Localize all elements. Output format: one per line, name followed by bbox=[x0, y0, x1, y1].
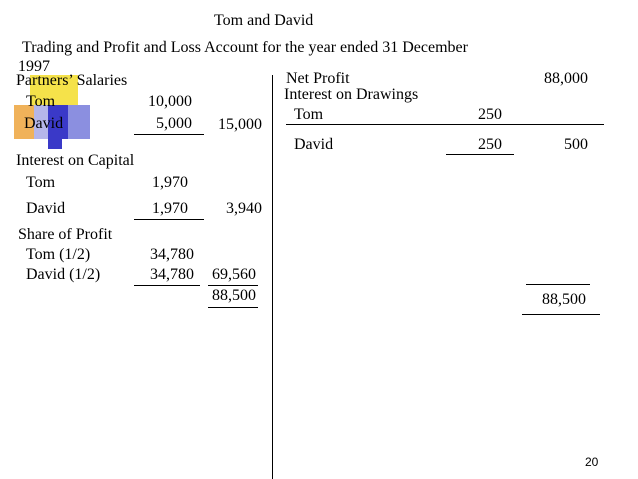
salary-david-amount: 5,000 bbox=[156, 115, 192, 132]
share-profit-heading: Share of Profit bbox=[18, 226, 113, 243]
share-profit-total: 69,560 bbox=[212, 266, 256, 283]
share-profit-total-underline bbox=[208, 285, 258, 286]
account-year: 1997 bbox=[18, 58, 50, 75]
drawings-tom-name: Tom bbox=[294, 106, 324, 123]
account-center-divider bbox=[272, 75, 273, 479]
account-subtitle: Trading and Profit and Loss Account for the year ended 31 December bbox=[22, 39, 468, 56]
salaries-total: 15,000 bbox=[218, 116, 262, 133]
drawings-total: 500 bbox=[564, 136, 588, 153]
salary-tom-name: Tom bbox=[26, 93, 56, 110]
salary-david-name: David bbox=[24, 115, 64, 132]
share-profit-tom-name: Tom (1/2) bbox=[26, 246, 91, 263]
share-profit-tom-amount: 34,780 bbox=[150, 246, 194, 263]
salaries-heading: Partners’ Salaries bbox=[16, 72, 128, 89]
net-profit-label: Net Profit bbox=[286, 70, 350, 87]
interest-capital-total: 3,940 bbox=[226, 200, 262, 217]
decorative-square-blue-bottom bbox=[48, 139, 62, 149]
share-profit-david-amount: 34,780 bbox=[150, 266, 194, 283]
interest-capital-david-name: David bbox=[26, 200, 66, 217]
page-number: 20 bbox=[585, 455, 599, 469]
credit-grand-total-underline bbox=[522, 314, 600, 315]
interest-capital-david-amount: 1,970 bbox=[152, 200, 188, 217]
drawings-tom-underline bbox=[286, 124, 604, 125]
net-profit-amount: 88,000 bbox=[544, 70, 588, 87]
debit-grand-total: 88,500 bbox=[212, 287, 256, 304]
decorative-square-lightblue bbox=[68, 105, 90, 139]
drawings-david-underline bbox=[446, 154, 514, 155]
share-profit-david-name: David (1/2) bbox=[26, 266, 101, 283]
account-holders-title: Tom and David bbox=[214, 12, 314, 29]
credit-grand-total: 88,500 bbox=[542, 291, 586, 308]
credit-grand-total-overline bbox=[526, 284, 590, 285]
salary-tom-amount: 10,000 bbox=[148, 93, 192, 110]
debit-grand-total-underline bbox=[208, 307, 258, 308]
salaries-underline bbox=[134, 134, 204, 135]
interest-capital-tom-name: Tom bbox=[26, 174, 56, 191]
interest-capital-heading: Interest on Capital bbox=[16, 152, 135, 169]
drawings-tom-amount: 250 bbox=[478, 106, 502, 123]
share-profit-underline bbox=[134, 285, 200, 286]
drawings-david-amount: 250 bbox=[478, 136, 502, 153]
interest-capital-underline bbox=[134, 219, 204, 220]
interest-drawings-heading: Interest on Drawings bbox=[284, 86, 419, 103]
interest-capital-tom-amount: 1,970 bbox=[152, 174, 188, 191]
drawings-david-name: David bbox=[294, 136, 334, 153]
